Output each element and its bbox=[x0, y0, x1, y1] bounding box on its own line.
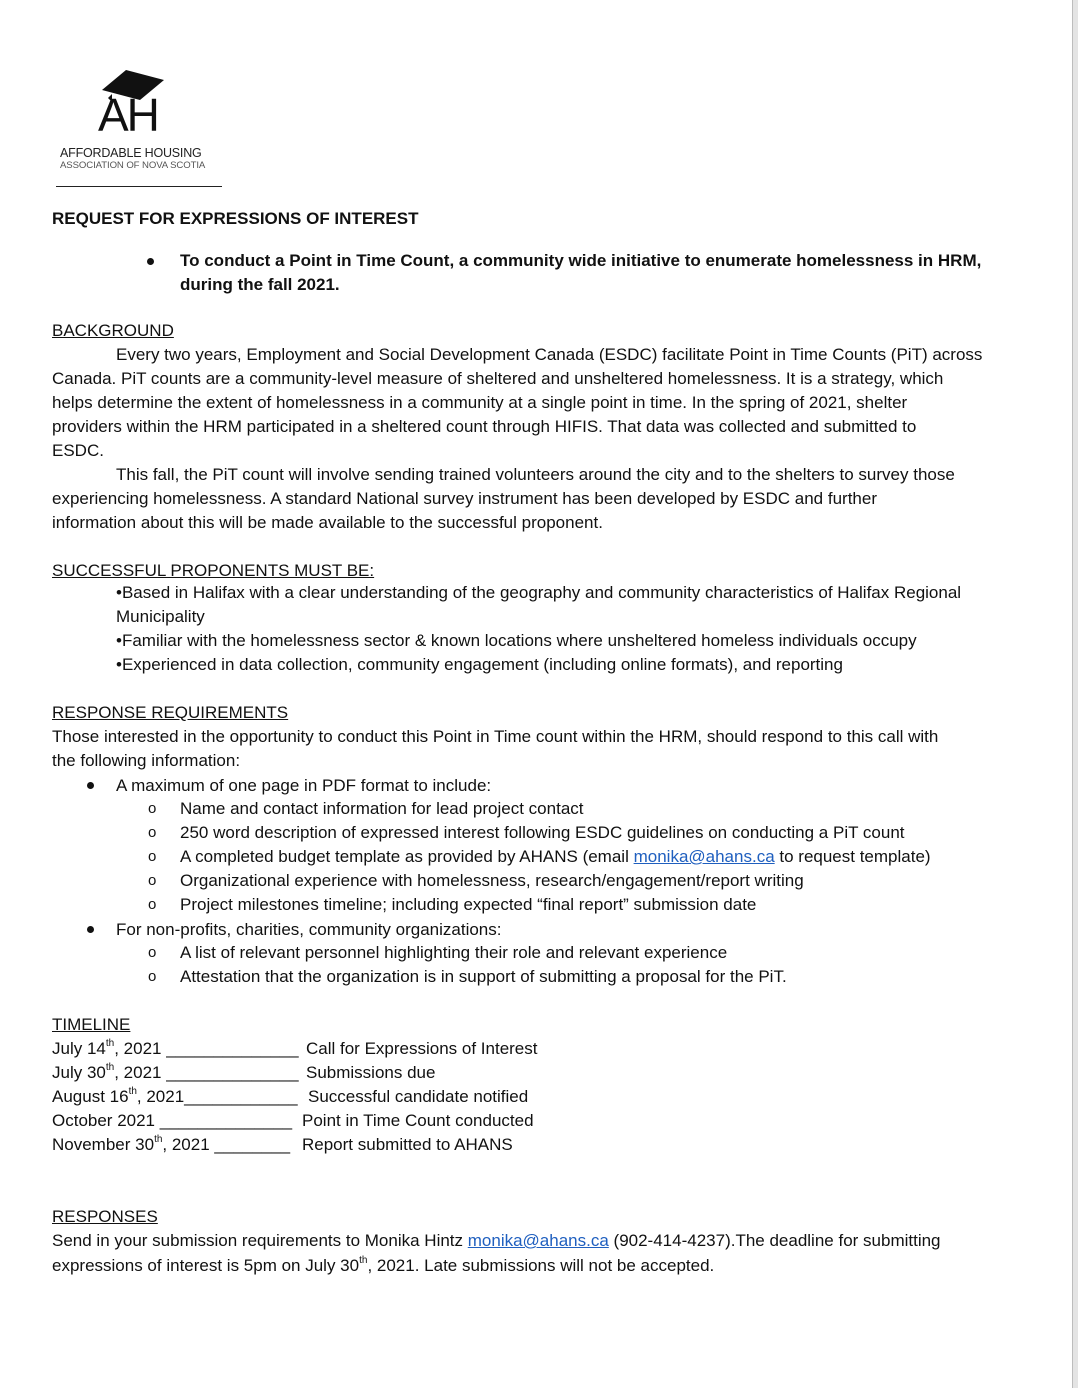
timeline-event: Submissions due bbox=[306, 1063, 436, 1082]
proponent-item: Municipality bbox=[116, 607, 205, 626]
background-p1-line: helps determine the extent of homelessness in a community at a single point in time. In the spring of 2021, shelter bbox=[52, 393, 908, 412]
proponent-item: •Experienced in data collection, community engagement (including online formats), and reporting bbox=[116, 655, 843, 674]
background-p2-line: This fall, the PiT count will involve sending trained volunteers around the city and to the shelters to survey those bbox=[116, 465, 955, 484]
document-title: REQUEST FOR EXPRESSIONS OF INTEREST bbox=[52, 209, 419, 228]
bullet-icon bbox=[87, 782, 94, 789]
logo-divider bbox=[56, 186, 222, 187]
responses-line-2: expressions of interest is 5pm on July 30th, 2021. Late submissions will not be accepted. bbox=[52, 1255, 715, 1275]
bullet-icon bbox=[87, 926, 94, 933]
sub-bullet-icon: o bbox=[148, 824, 157, 841]
background-p2-line: experiencing homelessness. A standard National survey instrument has been developed by ESDC and further bbox=[52, 489, 877, 508]
logo-org-subtitle: ASSOCIATION OF NOVA SCOTIA bbox=[60, 160, 206, 171]
proponents-heading: SUCCESSFUL PROPONENTS MUST BE: bbox=[52, 561, 375, 580]
budget-text-pre: A completed budget template as provided by AHANS (email bbox=[180, 847, 634, 866]
background-p1-line: providers within the HRM participated in a sheltered count through HIFIS. That data was collected and submitted to bbox=[52, 417, 917, 436]
response-sub-item: A list of relevant personnel highlighting their role and relevant experience bbox=[180, 943, 728, 962]
response-sub-item: Name and contact information for lead project contact bbox=[180, 799, 584, 818]
background-p2-line: information about this will be made available to the successful proponent. bbox=[52, 513, 603, 532]
timeline-date: November 30th, 2021 ________ bbox=[52, 1134, 291, 1154]
response-heading: RESPONSE REQUIREMENTS bbox=[52, 703, 289, 722]
budget-text-post: to request template) bbox=[774, 847, 931, 866]
timeline-date: July 14th, 2021 ______________ bbox=[52, 1038, 299, 1058]
timeline-event: Successful candidate notified bbox=[308, 1087, 529, 1106]
sub-bullet-icon: o bbox=[148, 968, 157, 985]
intro-line-1: To conduct a Point in Time Count, a community wide initiative to enumerate homelessness in HRM, bbox=[180, 251, 982, 270]
response-sub-item: Organizational experience with homelessness, research/engagement/report writing bbox=[180, 871, 804, 890]
email-link[interactable]: monika@ahans.ca bbox=[467, 1231, 609, 1250]
response-bullet-nonprofits: For non-profits, charities, community organizations: bbox=[116, 920, 502, 939]
proponent-item: •Based in Halifax with a clear understanding of the geography and community characteristics of Halifax Regional bbox=[116, 583, 962, 602]
ahans-logo bbox=[56, 68, 222, 171]
email-link[interactable]: monika@ahans.ca bbox=[633, 847, 775, 866]
response-intro-line: the following information: bbox=[52, 751, 241, 770]
timeline-heading: TIMELINE bbox=[52, 1015, 131, 1034]
sub-bullet-icon: o bbox=[148, 848, 157, 865]
sub-bullet-icon: o bbox=[148, 944, 157, 961]
response-intro-line: Those interested in the opportunity to conduct this Point in Time count within the HRM, should respond to this call with bbox=[52, 727, 939, 746]
logo-org-name: AFFORDABLE HOUSING bbox=[60, 146, 202, 160]
background-p1-line: Canada. PiT counts are a community-level measure of sheltered and unsheltered homelessness. It is a strategy, which bbox=[52, 369, 944, 388]
background-heading: BACKGROUND bbox=[52, 321, 174, 340]
sub-bullet-icon: o bbox=[148, 800, 157, 817]
timeline-date: October 2021 ______________ bbox=[52, 1111, 293, 1130]
responses-line-1: Send in your submission requirements to Monika Hintz monika@ahans.ca (902-414-4237).The deadline for submitting bbox=[52, 1231, 941, 1250]
page-edge-divider bbox=[1072, 0, 1078, 1388]
response-sub-item: Project milestones timeline; including expected “final report” submission date bbox=[180, 895, 757, 914]
timeline-event: Report submitted to AHANS bbox=[302, 1135, 513, 1154]
response-sub-item: Attestation that the organization is in support of submitting a proposal for the PiT. bbox=[180, 967, 787, 986]
background-p1-line: Every two years, Employment and Social Development Canada (ESDC) facilitate Point in Time Counts (PiT) across bbox=[116, 345, 983, 364]
background-p1-line: ESDC. bbox=[52, 441, 104, 460]
response-sub-item: 250 word description of expressed interest following ESDC guidelines on conducting a PiT count bbox=[180, 823, 905, 842]
bullet-icon bbox=[147, 258, 154, 265]
sub-bullet-icon: o bbox=[148, 872, 157, 889]
responses-heading: RESPONSES bbox=[52, 1207, 158, 1226]
proponent-item: •Familiar with the homelessness sector & known locations where unsheltered homeless individuals occupy bbox=[116, 631, 917, 650]
logo-mark: AH bbox=[98, 89, 158, 141]
timeline-event: Point in Time Count conducted bbox=[302, 1111, 534, 1130]
timeline-event: Call for Expressions of Interest bbox=[306, 1039, 538, 1058]
response-sub-item-budget bbox=[180, 847, 931, 867]
sub-bullet-icon: o bbox=[148, 896, 157, 913]
intro-line-2: during the fall 2021. bbox=[180, 275, 340, 294]
timeline-date: August 16th, 2021____________ bbox=[52, 1086, 298, 1106]
response-bullet-pdf: A maximum of one page in PDF format to include: bbox=[116, 776, 492, 795]
timeline-date: July 30th, 2021 ______________ bbox=[52, 1062, 299, 1082]
